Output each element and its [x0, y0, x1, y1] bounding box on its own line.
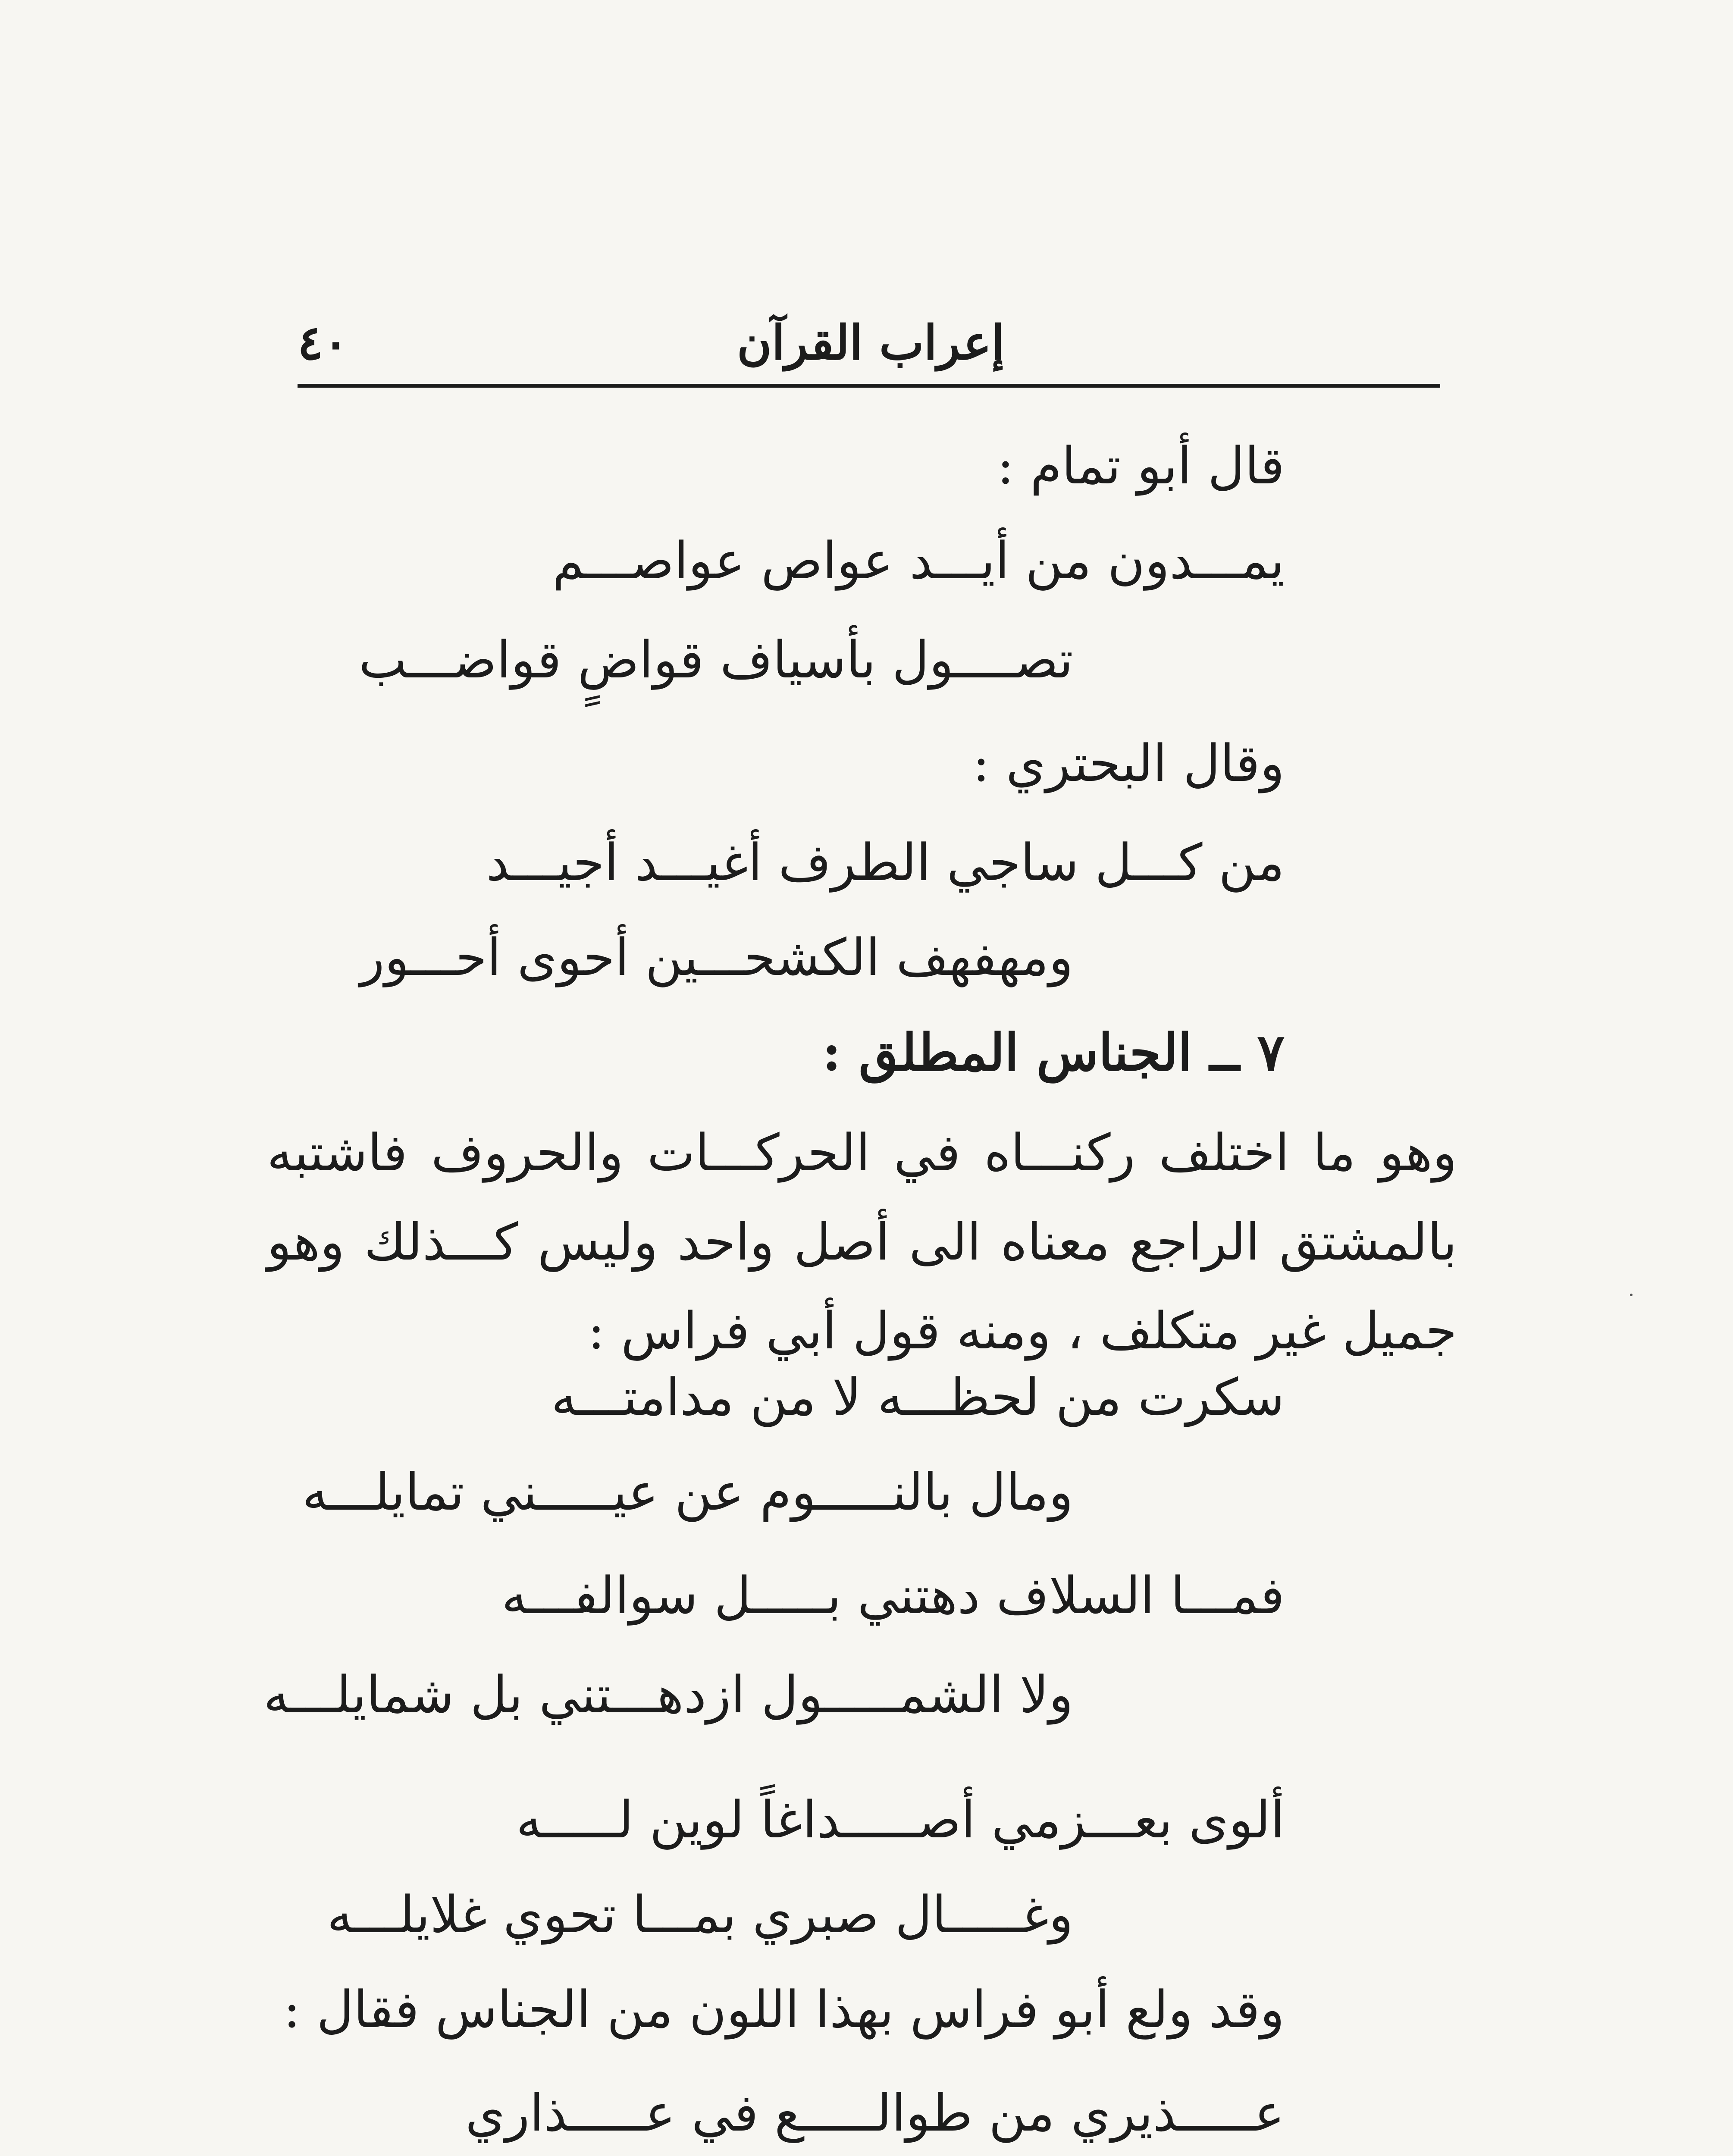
verse-2-second-hemistich: ومهفهف الكشحـــين أحوى أحـــور: [360, 928, 1073, 987]
verse-2-first-hemistich: من كـــل ساجي الطرف أغيـــد أجيـــد: [486, 833, 1285, 892]
verse-1-first-hemistich: يمـــدون من أيـــد عواص عواصـــم: [552, 531, 1285, 590]
verse-6-first-hemistich: عـــــذيري من طوالـــــع في عـــــذاري: [465, 2083, 1285, 2143]
section-heading: ٧ ــ الجناس المطلق :: [822, 1022, 1285, 1082]
verse-1-second-hemistich: تصــــول بأسياف قواضٍ قواضـــب: [359, 630, 1073, 689]
page-number: ٤٠: [298, 315, 349, 370]
verse-3-first-hemistich: سكرت من لحظـــه لا من مدامتـــه: [551, 1367, 1285, 1427]
intro-abu-tammam: قال أبو تمام :: [997, 436, 1285, 495]
verse-5-first-hemistich: ألوى بعـــزمي أصـــــداغاً لوين لـــــه: [516, 1790, 1285, 1849]
intro-buhturi: وقال البحتري :: [972, 733, 1285, 793]
scan-speck: [1630, 1294, 1633, 1296]
page-header: [298, 302, 1440, 388]
definition-paragraph: وهو ما اختلف ركنـــاه في الحركـــات والحروف فاشتبه بالمشتق الراجع معناه الى أصل واحد وليس كـــذلك وهو جميل غير متكلف ، ومنه قول أبي فراس :: [267, 1123, 1457, 1360]
verse-4-second-hemistich: ولا الشمـــــول ازدهـــتني بل شمايلـــه: [263, 1665, 1073, 1724]
running-title: إعراب القرآن: [736, 315, 1005, 370]
verse-4-first-hemistich: فمـــا السلاف دهتني بـــــل سوالفـــه: [501, 1566, 1285, 1625]
intro-abu-firas: وقد ولع أبو فراس بهذا اللون من الجناس فقال :: [283, 1980, 1285, 2039]
verse-3-second-hemistich: ومال بالنـــــوم عن عيـــــني تمايلـــه: [302, 1462, 1073, 1522]
verse-5-second-hemistich: وغـــــال صبري بمـــا تحوي غلايلـــه: [327, 1885, 1073, 1944]
